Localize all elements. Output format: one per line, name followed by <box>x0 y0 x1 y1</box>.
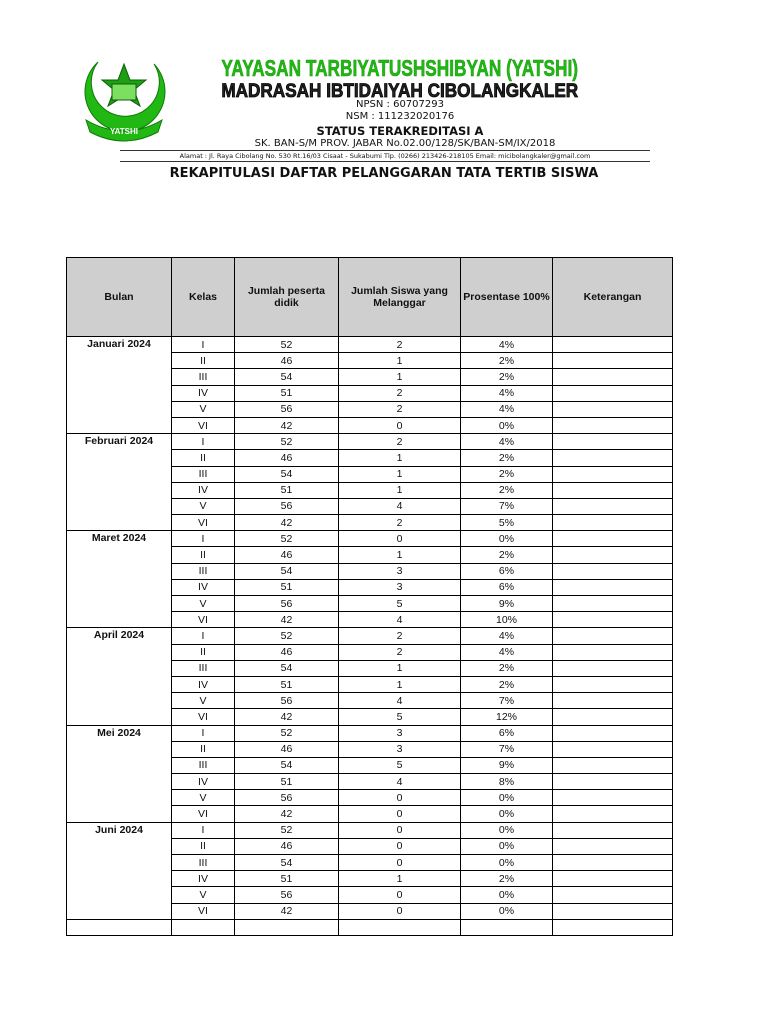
notes-cell <box>553 887 673 903</box>
students-cell: 51 <box>235 676 339 692</box>
violators-cell: 2 <box>339 644 461 660</box>
empty-cell <box>172 919 235 935</box>
students-cell: 54 <box>235 855 339 871</box>
percentage-cell: 9% <box>461 596 553 612</box>
violators-cell: 2 <box>339 434 461 450</box>
foundation-name-wrap <box>150 55 650 81</box>
violators-cell: 3 <box>339 563 461 579</box>
notes-cell <box>553 531 673 547</box>
notes-cell <box>553 450 673 466</box>
students-cell: 42 <box>235 515 339 531</box>
students-cell: 46 <box>235 644 339 660</box>
notes-cell <box>553 709 673 725</box>
violators-cell: 2 <box>339 628 461 644</box>
notes-cell <box>553 353 673 369</box>
notes-cell <box>553 579 673 595</box>
notes-cell <box>553 790 673 806</box>
notes-cell <box>553 660 673 676</box>
column-header: Jumlah peserta didik <box>235 258 339 337</box>
students-cell: 54 <box>235 660 339 676</box>
percentage-cell: 10% <box>461 612 553 628</box>
percentage-cell: 0% <box>461 887 553 903</box>
violators-cell: 0 <box>339 806 461 822</box>
notes-cell <box>553 547 673 563</box>
percentage-cell: 2% <box>461 369 553 385</box>
percentage-cell: 4% <box>461 385 553 401</box>
empty-cell <box>461 919 553 935</box>
class-cell: VI <box>172 903 235 919</box>
class-cell: VI <box>172 709 235 725</box>
class-cell: II <box>172 644 235 660</box>
nsm: NSM : 111232020176 <box>345 111 455 122</box>
students-cell: 42 <box>235 903 339 919</box>
sk-number: SK. BAN-S/M PROV. JABAR No.02.00/128/SK/BAN-SM/IX/2018 <box>254 138 556 149</box>
percentage-cell: 0% <box>461 838 553 854</box>
violators-cell: 1 <box>339 450 461 466</box>
violators-cell: 1 <box>339 676 461 692</box>
month-cell: Juni 2024 <box>67 822 172 919</box>
percentage-cell: 6% <box>461 579 553 595</box>
notes-cell <box>553 401 673 417</box>
students-cell: 52 <box>235 337 339 353</box>
students-cell: 56 <box>235 887 339 903</box>
percentage-cell: 9% <box>461 757 553 773</box>
violators-cell: 3 <box>339 741 461 757</box>
violators-cell: 4 <box>339 612 461 628</box>
logo-text: YATSHI <box>109 127 139 136</box>
class-cell: III <box>172 855 235 871</box>
class-cell: III <box>172 563 235 579</box>
empty-cell <box>339 919 461 935</box>
percentage-cell: 2% <box>461 353 553 369</box>
notes-cell <box>553 855 673 871</box>
accreditation-status: STATUS TERAKREDITASI A <box>316 124 484 138</box>
percentage-cell: 6% <box>461 563 553 579</box>
notes-cell <box>553 612 673 628</box>
notes-cell <box>553 838 673 854</box>
table-row <box>67 628 673 644</box>
students-cell: 56 <box>235 498 339 514</box>
empty-cell <box>235 919 339 935</box>
percentage-cell: 4% <box>461 628 553 644</box>
violators-cell: 1 <box>339 660 461 676</box>
students-cell: 52 <box>235 725 339 741</box>
class-cell: V <box>172 596 235 612</box>
students-cell: 42 <box>235 612 339 628</box>
table-row <box>67 822 673 838</box>
notes-cell <box>553 806 673 822</box>
students-cell: 46 <box>235 741 339 757</box>
column-header: Keterangan <box>553 258 673 337</box>
students-cell: 56 <box>235 401 339 417</box>
percentage-cell: 2% <box>461 660 553 676</box>
class-cell: VI <box>172 612 235 628</box>
students-cell: 54 <box>235 369 339 385</box>
notes-cell <box>553 482 673 498</box>
notes-cell <box>553 385 673 401</box>
students-cell: 51 <box>235 871 339 887</box>
students-cell: 42 <box>235 806 339 822</box>
notes-cell <box>553 644 673 660</box>
notes-cell <box>553 676 673 692</box>
percentage-cell: 4% <box>461 337 553 353</box>
class-cell: IV <box>172 676 235 692</box>
percentage-cell: 6% <box>461 725 553 741</box>
violators-cell: 4 <box>339 774 461 790</box>
violators-cell: 2 <box>339 515 461 531</box>
violators-cell: 5 <box>339 709 461 725</box>
percentage-cell: 4% <box>461 434 553 450</box>
violators-cell: 0 <box>339 887 461 903</box>
percentage-cell: 7% <box>461 741 553 757</box>
violators-cell: 0 <box>339 903 461 919</box>
percentage-cell: 2% <box>461 482 553 498</box>
class-cell: II <box>172 838 235 854</box>
percentage-cell: 12% <box>461 709 553 725</box>
class-cell: V <box>172 790 235 806</box>
students-cell: 52 <box>235 822 339 838</box>
percentage-cell: 0% <box>461 855 553 871</box>
violators-cell: 1 <box>339 369 461 385</box>
month-cell: Januari 2024 <box>67 337 172 434</box>
violators-cell: 1 <box>339 482 461 498</box>
students-cell: 46 <box>235 547 339 563</box>
class-cell: IV <box>172 871 235 887</box>
column-header: Jumlah Siswa yang Melanggar <box>339 258 461 337</box>
class-cell: III <box>172 660 235 676</box>
notes-cell <box>553 466 673 482</box>
table-row <box>67 725 673 741</box>
notes-cell <box>553 337 673 353</box>
percentage-cell: 0% <box>461 822 553 838</box>
class-cell: I <box>172 822 235 838</box>
violators-cell: 5 <box>339 596 461 612</box>
month-cell: Februari 2024 <box>67 434 172 531</box>
violators-cell: 1 <box>339 871 461 887</box>
percentage-cell: 0% <box>461 531 553 547</box>
class-cell: III <box>172 757 235 773</box>
percentage-cell: 0% <box>461 790 553 806</box>
class-cell: V <box>172 498 235 514</box>
percentage-cell: 2% <box>461 547 553 563</box>
students-cell: 56 <box>235 596 339 612</box>
notes-cell <box>553 741 673 757</box>
violators-cell: 0 <box>339 417 461 433</box>
violators-cell: 2 <box>339 385 461 401</box>
violators-cell: 3 <box>339 579 461 595</box>
students-cell: 51 <box>235 385 339 401</box>
class-cell: VI <box>172 806 235 822</box>
students-cell: 54 <box>235 466 339 482</box>
empty-row <box>67 919 673 935</box>
violators-cell: 0 <box>339 855 461 871</box>
students-cell: 52 <box>235 628 339 644</box>
table-row <box>67 531 673 547</box>
address: Alamat : Jl. Raya Cibolang No. 530 Rt.16/03 Cisaat - Sukabumi Tlp. (0266) 213426-218105 Email: micibolangkaler@gmail.com <box>179 152 591 160</box>
foundation-name: YAYASAN TARBIYATUSHSHIBYAN (YATSHI) <box>221 55 579 81</box>
students-cell: 52 <box>235 531 339 547</box>
percentage-cell: 2% <box>461 871 553 887</box>
notes-cell <box>553 563 673 579</box>
violators-cell: 3 <box>339 725 461 741</box>
notes-cell <box>553 628 673 644</box>
violations-table <box>66 257 673 936</box>
students-cell: 56 <box>235 790 339 806</box>
students-cell: 46 <box>235 838 339 854</box>
students-cell: 54 <box>235 757 339 773</box>
notes-cell <box>553 498 673 514</box>
column-header: Kelas <box>172 258 235 337</box>
class-cell: I <box>172 725 235 741</box>
percentage-cell: 8% <box>461 774 553 790</box>
class-cell: V <box>172 887 235 903</box>
students-cell: 46 <box>235 353 339 369</box>
violators-cell: 2 <box>339 337 461 353</box>
notes-cell <box>553 871 673 887</box>
notes-cell <box>553 725 673 741</box>
percentage-cell: 4% <box>461 401 553 417</box>
empty-cell <box>553 919 673 935</box>
column-header: Bulan <box>67 258 172 337</box>
notes-cell <box>553 822 673 838</box>
students-cell: 54 <box>235 563 339 579</box>
notes-cell <box>553 515 673 531</box>
class-cell: V <box>172 401 235 417</box>
class-cell: II <box>172 450 235 466</box>
percentage-cell: 0% <box>461 806 553 822</box>
percentage-cell: 2% <box>461 466 553 482</box>
class-cell: I <box>172 531 235 547</box>
percentage-cell: 2% <box>461 676 553 692</box>
violators-cell: 5 <box>339 757 461 773</box>
class-cell: III <box>172 369 235 385</box>
violators-cell: 0 <box>339 531 461 547</box>
violators-cell: 4 <box>339 693 461 709</box>
month-cell: April 2024 <box>67 628 172 725</box>
class-cell: II <box>172 547 235 563</box>
divider <box>120 150 650 151</box>
percentage-cell: 7% <box>461 693 553 709</box>
month-cell: Maret 2024 <box>67 531 172 628</box>
class-cell: I <box>172 434 235 450</box>
percentage-cell: 0% <box>461 417 553 433</box>
month-cell: Mei 2024 <box>67 725 172 822</box>
class-cell: IV <box>172 385 235 401</box>
table-row <box>67 434 673 450</box>
percentage-cell: 2% <box>461 450 553 466</box>
column-header: Prosentase 100% <box>461 258 553 337</box>
violators-cell: 0 <box>339 822 461 838</box>
students-cell: 46 <box>235 450 339 466</box>
students-cell: 42 <box>235 709 339 725</box>
students-cell: 51 <box>235 579 339 595</box>
notes-cell <box>553 903 673 919</box>
students-cell: 56 <box>235 693 339 709</box>
violators-cell: 2 <box>339 401 461 417</box>
notes-cell <box>553 693 673 709</box>
percentage-cell: 4% <box>461 644 553 660</box>
violators-cell: 1 <box>339 466 461 482</box>
class-cell: II <box>172 741 235 757</box>
notes-cell <box>553 434 673 450</box>
empty-cell <box>67 919 172 935</box>
violators-cell: 1 <box>339 547 461 563</box>
students-cell: 51 <box>235 482 339 498</box>
notes-cell <box>553 774 673 790</box>
violators-cell: 0 <box>339 838 461 854</box>
document-title: REKAPITULASI DAFTAR PELANGGARAN TATA TERTIB SISWA <box>169 166 599 181</box>
violators-cell: 4 <box>339 498 461 514</box>
class-cell: III <box>172 466 235 482</box>
notes-cell <box>553 596 673 612</box>
class-cell: I <box>172 337 235 353</box>
percentage-cell: 0% <box>461 903 553 919</box>
percentage-cell: 7% <box>461 498 553 514</box>
class-cell: IV <box>172 579 235 595</box>
class-cell: IV <box>172 774 235 790</box>
notes-cell <box>553 369 673 385</box>
table-row <box>67 337 673 353</box>
percentage-cell: 5% <box>461 515 553 531</box>
class-cell: VI <box>172 417 235 433</box>
school-name: MADRASAH IBTIDAIYAH CIBOLANGKALER <box>221 80 579 102</box>
violators-cell: 1 <box>339 353 461 369</box>
violators-cell: 0 <box>339 790 461 806</box>
divider <box>120 161 650 162</box>
notes-cell <box>553 757 673 773</box>
notes-cell <box>553 417 673 433</box>
class-cell: VI <box>172 515 235 531</box>
students-cell: 42 <box>235 417 339 433</box>
npsn: NPSN : 60707293 <box>356 99 444 110</box>
students-cell: 52 <box>235 434 339 450</box>
header-row <box>67 258 673 337</box>
class-cell: II <box>172 353 235 369</box>
students-cell: 51 <box>235 774 339 790</box>
class-cell: V <box>172 693 235 709</box>
class-cell: IV <box>172 482 235 498</box>
class-cell: I <box>172 628 235 644</box>
